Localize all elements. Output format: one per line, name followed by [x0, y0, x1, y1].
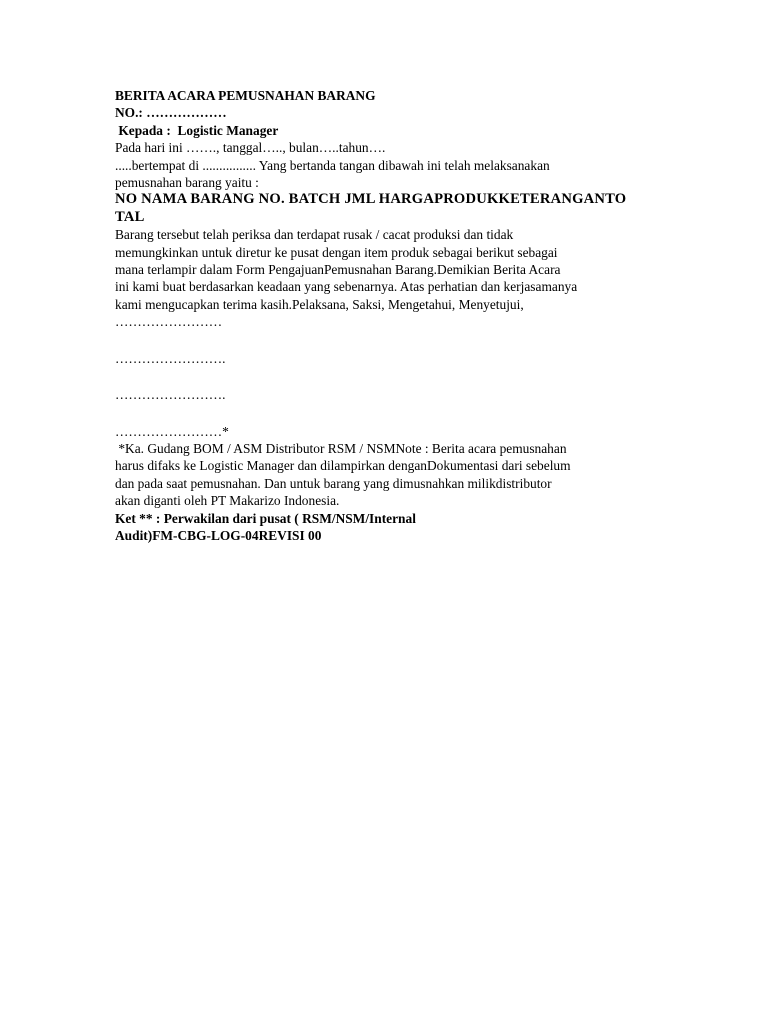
body-line-1: Barang tersebut telah periksa dan terdapat rusak / cacat produksi dan tidak	[115, 227, 514, 243]
document-title: BERITA ACARA PEMUSNAHAN BARANG	[115, 88, 376, 103]
ket-line-1: Ket ** : Perwakilan dari pusat ( RSM/NSM/Internal	[115, 510, 416, 526]
ket-line-2: Audit)FM-CBG-LOG-04REVISI 00	[115, 527, 322, 543]
signature-line-1: ……………………	[115, 314, 223, 330]
note-line-2: harus difaks ke Logistic Manager dan dilampirkan denganDokumentasi dari sebelum	[115, 458, 571, 474]
table-header-line-2: TAL	[115, 208, 145, 225]
body-line-3: mana terlampir dalam Form PengajuanPemusnahan Barang.Demikian Berita Acara	[115, 262, 561, 278]
signature-line-2: …………………….	[115, 350, 226, 366]
note-line-1: *Ka. Gudang BOM / ASM Distributor RSM / NSMNote : Berita acara pemusnahan	[115, 440, 567, 456]
spacer	[115, 404, 660, 423]
body-line-2: memungkinkan untuk diretur ke pusat dengan item produk sebagai berikut sebagai	[115, 244, 558, 260]
spacer	[115, 367, 660, 386]
document-number: NO.: ………………	[115, 105, 227, 121]
intro-line-2: .....bertempat di ................ Yang bertanda tangan dibawah ini telah melaksanakan	[115, 157, 550, 173]
note-line-4: akan diganti oleh PT Makarizo Indonesia.	[115, 493, 340, 509]
intro-line-3: pemusnahan barang yaitu :	[115, 175, 259, 191]
spacer	[115, 331, 660, 350]
body-line-5: kami mengucapkan terima kasih.Pelaksana, Saksi, Mengetahui, Menyetujui,	[115, 296, 524, 312]
intro-line-1: Pada hari ini ……., tanggal….., bulan…..tahun….	[115, 140, 386, 156]
table-header-line-1: NO NAMA BARANG NO. BATCH JML HARGAPRODUKKETERANGANTO	[115, 191, 627, 208]
signature-line-4: ……………………*	[115, 423, 229, 439]
document-page	[115, 87, 660, 544]
signature-line-3: …………………….	[115, 387, 226, 403]
body-line-4: ini kami buat berdasarkan keadaan yang sebenarnya. Atas perhatian dan kerjasamanya	[115, 279, 578, 295]
recipient-line: Kepada : Logistic Manager	[115, 122, 279, 138]
note-line-3: dan pada saat pemusnahan. Dan untuk barang yang dimusnahkan milikdistributor	[115, 475, 552, 491]
